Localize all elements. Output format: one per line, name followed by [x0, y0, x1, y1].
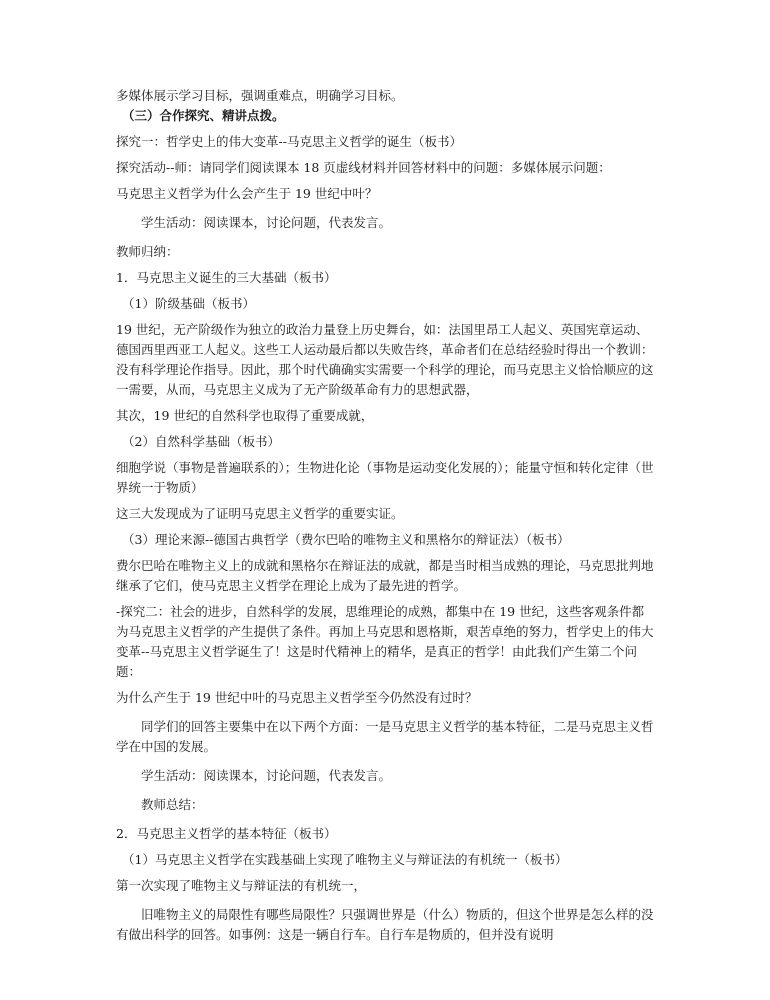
paragraph-evidence: 这三大发现成为了证明马克思主义哲学的重要实证。	[116, 506, 404, 521]
paragraph-teacher-conclusion: 教师总结：	[141, 797, 204, 812]
paragraph-old-materialism: 旧唯物主义的局限性有哪些局限性？只强调世界是（什么）物质的，但这个世界是怎么样的没有做出科学的回答。如事例：这是一辆自行车。自行车是物质的，但并没有说明	[116, 907, 654, 942]
heading-unity: （1）马克思主义哲学在实践基础上实现了唯物主义与辩证法的有机统一（板书）	[122, 852, 568, 867]
paragraph-explore-one: 探究一：哲学史上的伟大变革--马克思主义哲学的诞生（板书）	[116, 134, 462, 149]
heading-basic-features: 2．马克思主义哲学的基本特征（板书）	[116, 826, 337, 841]
heading-class-foundation: （1）阶级基础（板书）	[122, 296, 255, 311]
paragraph-three-discoveries: 细胞学说（事物是普遍联系的）；生物进化论（事物是运动变化发展的）；能量守恒和转化定律（世界统一于物质）	[116, 460, 654, 495]
paragraph-first-unity: 第一次实现了唯物主义与辩证法的有机统一，	[116, 878, 367, 893]
paragraph-student-activity: 学生活动：阅读课本，讨论问题，代表发言。	[141, 215, 392, 230]
paragraph-class-foundation: 19 世纪，无产阶级作为独立的政治力量登上历史舞台，如：法国里昂工人起义、英国宪章运动、德国西里西亚工人起义。这些工人运动最后都以失败告终，革命者们在总结经验时得出一个教训：没有科学理论作指导。因此，那个时代确确实实需要一个科学的理论，而马克思主义恰恰顺应的这一需要，从而，马克思主义成为了无产阶级革命有力的思想武器，	[116, 322, 654, 397]
paragraph-student-activity-two: 学生活动：阅读课本，讨论问题，代表发言。	[141, 768, 392, 783]
paragraph-question-two: 为什么产生于 19 世纪中叶的马克思主义哲学至今仍然没有过时？	[116, 690, 478, 705]
paragraph-question-one: 马克思主义哲学为什么会产生于 19 世纪中叶？	[116, 186, 378, 201]
paragraph-intro: 多媒体展示学习目标，强调重难点，明确学习目标。	[116, 88, 404, 103]
document-page	[116, 86, 656, 951]
heading-science-foundation: （2）自然科学基础（板书）	[122, 434, 280, 449]
heading-three-foundations: 1．马克思主义诞生的三大基础（板书）	[116, 270, 337, 285]
paragraph-student-answers: 同学们的回答主要集中在以下两个方面：一是马克思主义哲学的基本特征，二是马克思主义哲学在中国的发展。	[116, 719, 654, 754]
paragraph-teacher-summary: 教师归纳：	[116, 244, 179, 259]
heading-theory-source: （3）理论来源--德国古典哲学（费尔巴哈的唯物主义和黑格尔的辩证法）（板书）	[122, 532, 570, 547]
paragraph-natural-science: 其次，19 世纪的自然科学也取得了重要成就，	[116, 408, 374, 423]
paragraph-feuerbach-hegel: 费尔巴哈在唯物主义上的成就和黑格尔在辩证法的成就，都是当时相当成熟的理论，马克思批判地继承了它们，使马克思主义哲学在理论上成为了最先进的哲学。	[116, 558, 654, 593]
paragraph-explore-two: -探究二：社会的进步，自然科学的发展，思维理论的成熟，都集中在 19 世纪，这些客观条件都为马克思主义哲学的产生提供了条件。再加上马克思和恩格斯，艰苦卓绝的努力，哲学史上的伟大变革--马克思主义哲学诞生了！这是时代精神上的精华，是真正的哲学！由此我们产生第二个问题：	[116, 604, 654, 679]
section-heading: （三）合作探究、精讲点拨。	[122, 108, 285, 123]
paragraph-explore-activity: 探究活动--师：请同学们阅读课本 18 页虚线材料并回答材料中的问题：多媒体展示问题：	[116, 160, 611, 175]
